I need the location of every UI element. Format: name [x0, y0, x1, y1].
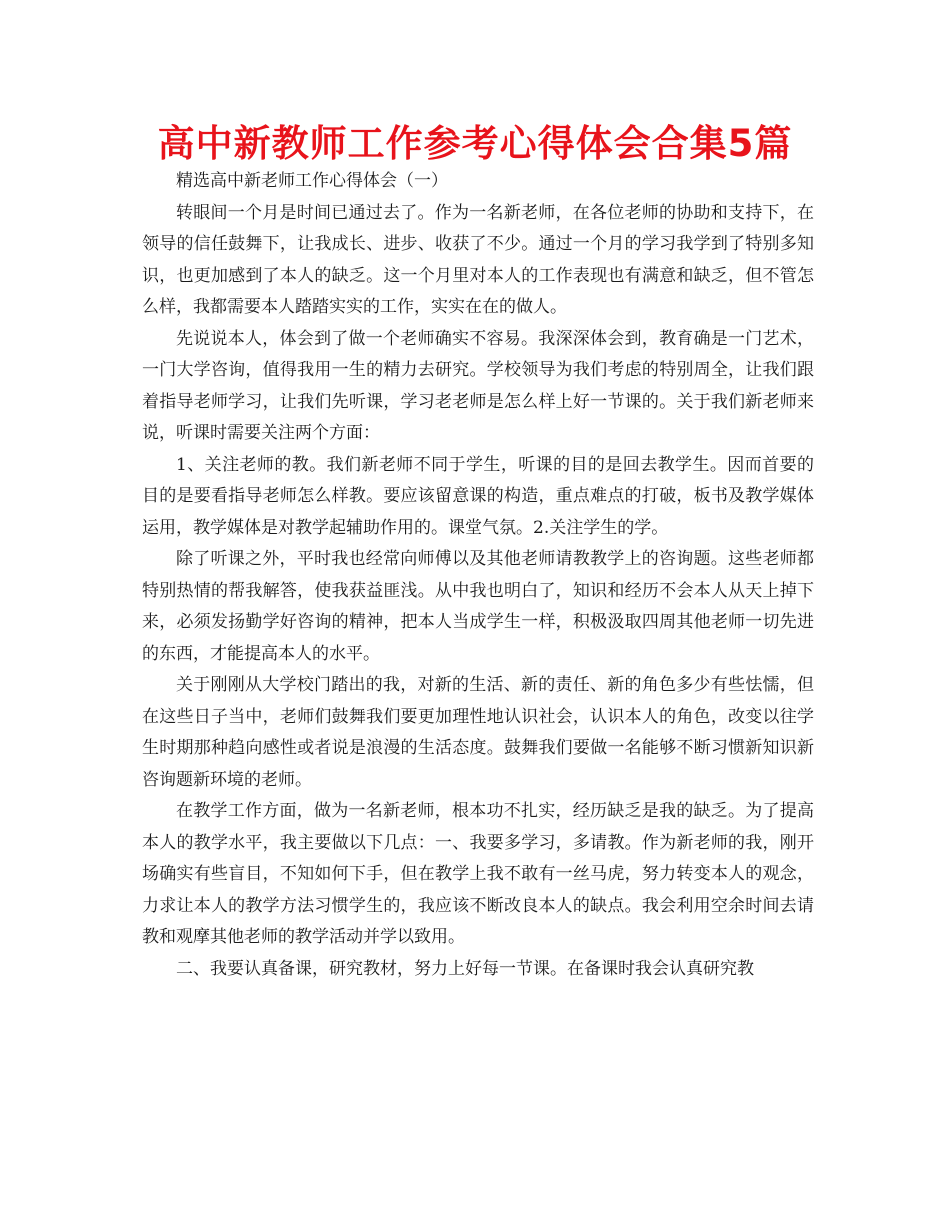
document-title: 高中新教师工作参考心得体会合集5篇	[157, 122, 793, 165]
paragraph-3: 1、关注老师的教。我们新老师不同于学生，听课的目的是回去教学生。因而首要的目的是要看指导老师怎么样教。要应该留意课的构造，重点难点的打破，板书及教学媒体运用，教学媒体是对教学起辅助作用的。课堂气氛。2.关注学生的学。	[142, 454, 814, 538]
paragraph-1: 转眼间一个月是时间已通过去了。作为一名新老师，在各位老师的协助和支持下，在领导的信任鼓舞下，让我成长、进步、收获了不少。通过一个月的学习我学到了特别多知识，也更加感到了本人的缺乏。这一个月里对本人的工作表现也有满意和缺乏，但不管怎么样，我都需要本人踏踏实实的工作，实实在在的做人。	[142, 202, 814, 317]
paragraph-6: 在教学工作方面，做为一名新老师，根本功不扎实，经历缺乏是我的缺乏。为了提高本人的教学水平，我主要做以下几点：一、我要多学习，多请教。作为新老师的我，刚开场确实有些盲目，不知如何下手，但在教学上我不敢有一丝马虎，努力转变本人的观念，力求让本人的教学方法习惯学生的，我应该不断改良本人的缺点。我会利用空余时间去请教和观摩其他老师的教学活动并学以致用。	[142, 801, 814, 947]
paragraph-2: 先说说本人，体会到了做一个老师确实不容易。我深深体会到，教育确是一门艺术，一门大学咨询，值得我用一生的精力去研究。学校领导为我们考虑的特别周全，让我们跟着指导老师学习，让我们先听课，学习老老师是怎么样上好一节课的。关于我们新老师来说，听课时需要关注两个方面：	[142, 328, 814, 443]
paragraph-5: 关于刚刚从大学校门踏出的我，对新的生活、新的责任、新的角色多少有些怯懦，但在这些日子当中，老师们鼓舞我们要更加理性地认识社会，认识本人的角色，改变以往学生时期那种趋向感性或者说是浪漫的生活态度。鼓舞我们要做一名能够不断习惯新知识新咨询题新环境的老师。	[142, 675, 814, 790]
section-subtitle: 精选高中新老师工作心得体会（一）	[176, 171, 448, 191]
document-body	[142, 166, 814, 985]
paragraph-4: 除了听课之外，平时我也经常向师傅以及其他老师请教教学上的咨询题。这些老师都特别热情的帮我解答，使我获益匪浅。从中我也明白了，知识和经历不会本人从天上掉下来，必须发扬勤学好咨询的精神，把本人当成学生一样，积极汲取四周其他老师一切先进的东西，才能提高本人的水平。	[142, 549, 814, 664]
paragraph-7: 二、我要认真备课，研究教材，努力上好每一节课。在备课时我会认真研究教	[176, 958, 754, 979]
